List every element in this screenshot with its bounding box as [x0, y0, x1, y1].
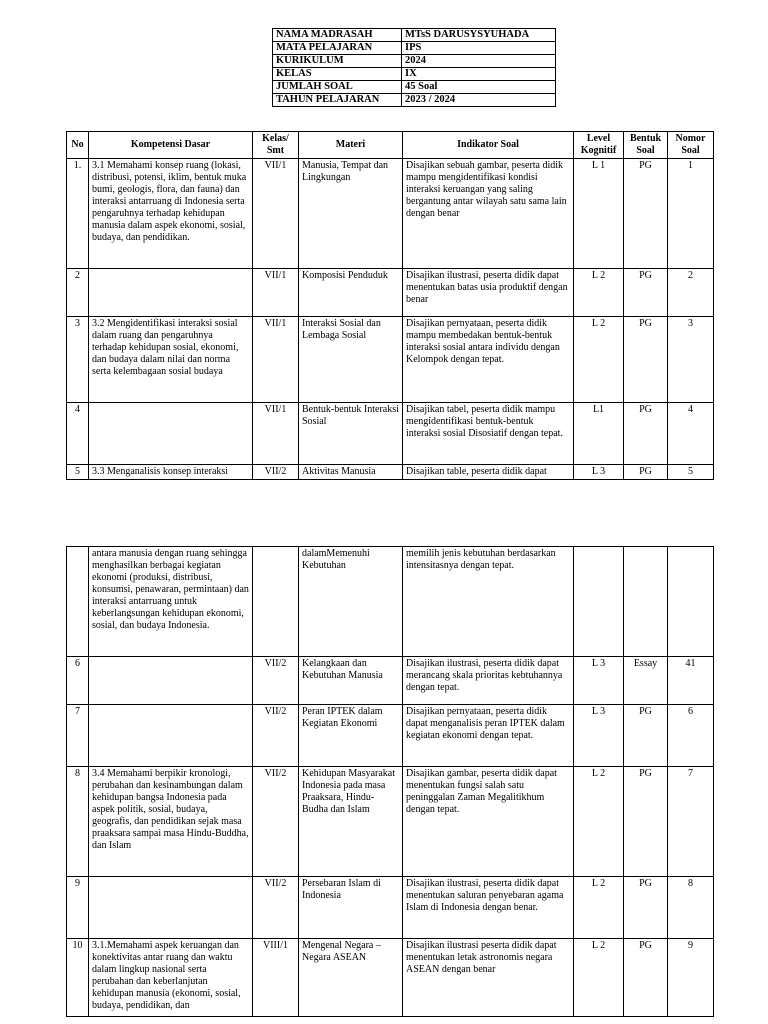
- cell-materi: Kehidupan Masyarakat Indonesia pada masa Praaksara, Hindu-Budha dan Islam: [299, 767, 403, 877]
- header-level-kognitif: Level Kognitif: [574, 132, 624, 159]
- cell-no: [67, 547, 89, 657]
- cell-bentuk-soal: PG: [624, 159, 668, 269]
- table-row: [67, 317, 714, 403]
- cell-no: 3: [67, 317, 89, 403]
- cell-indikator-soal: Disajikan ilustrasi peserta didik dapat menentukan letak astronomis negara ASEAN dengan benar: [403, 939, 574, 1017]
- header-kelas-smt: Kelas/ Smt: [253, 132, 299, 159]
- info-value: 45 Soal: [402, 81, 556, 94]
- cell-materi: Kelangkaan dan Kebutuhan Manusia: [299, 657, 403, 705]
- cell-materi: dalamMemenuhi Kebutuhan: [299, 547, 403, 657]
- table-row: [67, 159, 714, 269]
- info-row: [273, 68, 556, 81]
- cell-kelas-smt: [253, 547, 299, 657]
- cell-kompetensi-dasar: [89, 657, 253, 705]
- info-value: IPS: [402, 42, 556, 55]
- header-materi: Materi: [299, 132, 403, 159]
- table-row: [67, 705, 714, 767]
- cell-materi: Bentuk-bentuk Interaksi Sosial: [299, 403, 403, 465]
- table-row: [67, 939, 714, 1017]
- cell-bentuk-soal: PG: [624, 269, 668, 317]
- cell-nomor-soal: [668, 547, 714, 657]
- info-value: 2023 / 2024: [402, 94, 556, 107]
- info-row: [273, 29, 556, 42]
- info-key: JUMLAH SOAL: [273, 81, 402, 94]
- header-bentuk-soal: Bentuk Soal: [624, 132, 668, 159]
- cell-nomor-soal: 3: [668, 317, 714, 403]
- cell-indikator-soal: Disajikan gambar, peserta didik dapat menentukan fungsi salah satu peninggalan Zaman Megalitikhum dengan tepat.: [403, 767, 574, 877]
- cell-level-kognitif: L 3: [574, 465, 624, 480]
- cell-nomor-soal: 2: [668, 269, 714, 317]
- cell-kompetensi-dasar: 3.1.Memahami aspek keruangan dan konektivitas antar ruang dan waktu dalam lingkup nasional serta perubahan dan keberlanjutan kehidupan manusia (ekonomi, sosial, budaya, pendidikan, dan: [89, 939, 253, 1017]
- info-row: [273, 94, 556, 107]
- cell-kelas-smt: VII/1: [253, 403, 299, 465]
- cell-level-kognitif: L 2: [574, 269, 624, 317]
- cell-bentuk-soal: PG: [624, 877, 668, 939]
- table-row: [67, 465, 714, 480]
- cell-nomor-soal: 5: [668, 465, 714, 480]
- cell-bentuk-soal: Essay: [624, 657, 668, 705]
- cell-level-kognitif: L 3: [574, 705, 624, 767]
- cell-kompetensi-dasar: [89, 403, 253, 465]
- info-row: [273, 42, 556, 55]
- cell-indikator-soal: Disajikan sebuah gambar, peserta didik mampu mengidentifikasi kondisi interaksi keruangan yang saling bergantung antar wilayah satu sama lain dengan benar: [403, 159, 574, 269]
- cell-kelas-smt: VII/2: [253, 465, 299, 480]
- cell-materi: Peran IPTEK dalam Kegiatan Ekonomi: [299, 705, 403, 767]
- info-value: 2024: [402, 55, 556, 68]
- cell-indikator-soal: Disajikan ilustrasi, peserta didik dapat menentukan saluran penyebaran agama Islam di Indonesia dengan benar.: [403, 877, 574, 939]
- cell-nomor-soal: 4: [668, 403, 714, 465]
- info-table: [272, 28, 556, 107]
- cell-bentuk-soal: PG: [624, 705, 668, 767]
- cell-kelas-smt: VIII/1: [253, 939, 299, 1017]
- table-row: [67, 877, 714, 939]
- cell-no: 6: [67, 657, 89, 705]
- table-row: [67, 767, 714, 877]
- info-key: MATA PELAJARAN: [273, 42, 402, 55]
- cell-kelas-smt: VII/2: [253, 705, 299, 767]
- cell-bentuk-soal: [624, 547, 668, 657]
- cell-level-kognitif: [574, 547, 624, 657]
- cell-level-kognitif: L 3: [574, 657, 624, 705]
- cell-level-kognitif: L 2: [574, 939, 624, 1017]
- table-row: [67, 547, 714, 657]
- info-row: [273, 81, 556, 94]
- info-key: KURIKULUM: [273, 55, 402, 68]
- header-no: No: [67, 132, 89, 159]
- cell-indikator-soal: Disajikan table, peserta didik dapat: [403, 465, 574, 480]
- header-nomor-soal: Nomor Soal: [668, 132, 714, 159]
- cell-nomor-soal: 9: [668, 939, 714, 1017]
- cell-bentuk-soal: PG: [624, 317, 668, 403]
- table-row: [67, 269, 714, 317]
- cell-indikator-soal: Disajikan tabel, peserta didik mampu mengidentifikasi bentuk-bentuk interaksi sosial Disosiatif dengan tepat.: [403, 403, 574, 465]
- cell-no: 2: [67, 269, 89, 317]
- table-body-page-1: [67, 159, 714, 480]
- cell-nomor-soal: 7: [668, 767, 714, 877]
- cell-no: 5: [67, 465, 89, 480]
- cell-materi: Persebaran Islam di Indonesia: [299, 877, 403, 939]
- cell-bentuk-soal: PG: [624, 939, 668, 1017]
- cell-indikator-soal: memilih jenis kebutuhan berdasarkan intensitasnya dengan tepat.: [403, 547, 574, 657]
- cell-kompetensi-dasar: 3.3 Menganalisis konsep interaksi: [89, 465, 253, 480]
- cell-kompetensi-dasar: 3.1 Memahami konsep ruang (lokasi, distribusi, potensi, iklim, bentuk muka bumi, geologis, flora, dan fauna) dan interaksi antarruang di Indonesia serta pengaruhnya terhadap kehidupan manusia dalam aspek ekonomi, sosial, budaya, dan pendidikan.: [89, 159, 253, 269]
- info-key: TAHUN PELAJARAN: [273, 94, 402, 107]
- cell-no: 8: [67, 767, 89, 877]
- header-indikator-soal: Indikator Soal: [403, 132, 574, 159]
- cell-bentuk-soal: PG: [624, 767, 668, 877]
- cell-kompetensi-dasar: [89, 877, 253, 939]
- cell-level-kognitif: L 2: [574, 877, 624, 939]
- cell-kelas-smt: VII/2: [253, 657, 299, 705]
- header-kompetensi-dasar: Kompetensi Dasar: [89, 132, 253, 159]
- cell-level-kognitif: L 2: [574, 767, 624, 877]
- cell-no: 1.: [67, 159, 89, 269]
- cell-no: 4: [67, 403, 89, 465]
- cell-nomor-soal: 6: [668, 705, 714, 767]
- cell-materi: Manusia, Tempat dan Lingkungan: [299, 159, 403, 269]
- cell-nomor-soal: 8: [668, 877, 714, 939]
- cell-indikator-soal: Disajikan pernyataan, peserta didik dapat menganalisis peran IPTEK dalam kegiatan ekonomi dengan tepat.: [403, 705, 574, 767]
- cell-kelas-smt: VII/1: [253, 159, 299, 269]
- cell-bentuk-soal: PG: [624, 465, 668, 480]
- cell-kompetensi-dasar: 3.4 Memahami berpikir kronologi, perubahan dan kesinambungan dalam kehidupan bangsa Indonesia pada aspek politik, sosial, budaya, geografis, dan pendidikan sejak masa praaksara sampai masa Hindu-Buddha, dan Islam: [89, 767, 253, 877]
- table-body-page-2: [67, 547, 714, 1017]
- cell-kompetensi-dasar: [89, 705, 253, 767]
- cell-nomor-soal: 41: [668, 657, 714, 705]
- cell-materi: Mengenal Negara – Negara ASEAN: [299, 939, 403, 1017]
- cell-no: 9: [67, 877, 89, 939]
- info-key: NAMA MADRASAH: [273, 29, 402, 42]
- info-value: IX: [402, 68, 556, 81]
- cell-materi: Komposisi Penduduk: [299, 269, 403, 317]
- cell-level-kognitif: L 1: [574, 159, 624, 269]
- cell-kompetensi-dasar: 3.2 Mengidentifikasi interaksi sosial dalam ruang dan pengaruhnya terhadap kehidupan sosial, ekonomi, dan budaya dalam nilai dan norma serta kelembagaan sosial budaya: [89, 317, 253, 403]
- info-key: KELAS: [273, 68, 402, 81]
- cell-level-kognitif: L 2: [574, 317, 624, 403]
- kisi-kisi-table-page-2: [66, 546, 714, 1017]
- table-header-row: [67, 132, 714, 159]
- info-row: [273, 55, 556, 68]
- cell-bentuk-soal: PG: [624, 403, 668, 465]
- cell-no: 7: [67, 705, 89, 767]
- cell-kelas-smt: VII/1: [253, 317, 299, 403]
- cell-level-kognitif: L1: [574, 403, 624, 465]
- cell-kompetensi-dasar: [89, 269, 253, 317]
- cell-kelas-smt: VII/1: [253, 269, 299, 317]
- cell-indikator-soal: Disajikan ilustrasi, peserta didik dapat merancang skala prioritas kebtuhannya dengan tepat.: [403, 657, 574, 705]
- table-row: [67, 403, 714, 465]
- cell-nomor-soal: 1: [668, 159, 714, 269]
- cell-indikator-soal: Disajikan ilustrasi, peserta didik dapat menentukan batas usia produktif dengan benar: [403, 269, 574, 317]
- info-value: MTsS DARUSYSYUHADA: [402, 29, 556, 42]
- cell-no: 10: [67, 939, 89, 1017]
- cell-materi: Aktivitas Manusia: [299, 465, 403, 480]
- cell-kelas-smt: VII/2: [253, 877, 299, 939]
- cell-indikator-soal: Disajikan pernyataan, peserta didik mampu membedakan bentuk-bentuk interaksi sosial antara individu dengan Kelompok dengan tepat.: [403, 317, 574, 403]
- kisi-kisi-table-page-1: [66, 131, 714, 480]
- cell-kompetensi-dasar: antara manusia dengan ruang sehingga menghasilkan berbagai kegiatan ekonomi (produksi, distribusi, konsumsi, penawaran, permintaan) dan interaksi antarruang untuk keberlangsungan kehidupan ekonomi, sosial, dan budaya Indonesia.: [89, 547, 253, 657]
- cell-materi: Interaksi Sosial dan Lembaga Sosial: [299, 317, 403, 403]
- table-row: [67, 657, 714, 705]
- cell-kelas-smt: VII/2: [253, 767, 299, 877]
